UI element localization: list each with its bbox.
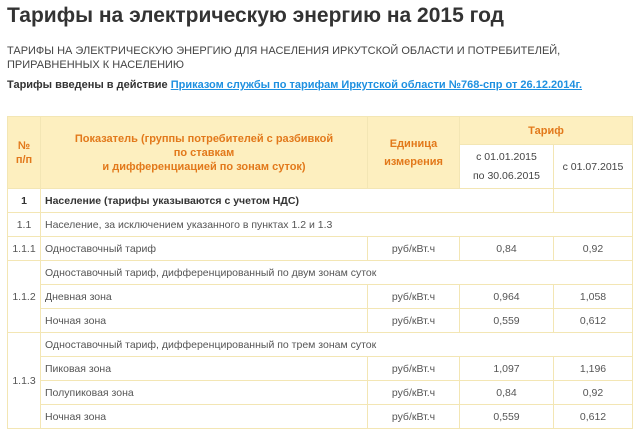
table-row: 1.1 Население, за исключением указанного в пунктах 1.2 и 1.3 — [8, 213, 633, 237]
header-indicator: Показатель (группы потребителей с разбивкой по ставкам и дифференциацией по зонам суток) — [41, 117, 368, 189]
table-row: Ночная зона руб/кВт.ч 0,559 0,612 — [8, 309, 633, 333]
table-row: Пиковая зона руб/кВт.ч 1,097 1,196 — [8, 357, 633, 381]
order-link[interactable]: Приказом службы по тарифам Иркутской области №768-спр от 26.12.2014г. — [170, 79, 583, 91]
header-num: № п/п — [8, 117, 41, 189]
intro-line — [7, 79, 582, 91]
table-row: 1 Население (тарифы указываются с учетом НДС) — [8, 189, 633, 213]
header-period-2: с 01.07.2015 — [554, 145, 633, 189]
page-title: Тарифы на электрическую энергию на 2015 год — [7, 4, 504, 27]
table-row: Ночная зона руб/кВт.ч 0,559 0,612 — [8, 405, 633, 429]
header-unit: Единица измерения — [368, 117, 460, 189]
header-period-1: с 01.01.2015 по 30.06.2015 — [460, 145, 554, 189]
table-row: 1.1.3 Одноставочный тариф, дифференцированный по трем зонам суток — [8, 333, 633, 357]
header-tariff: Тариф — [460, 117, 633, 145]
intro-label: Тарифы введены в действие — [7, 79, 168, 91]
table-row: Полупиковая зона руб/кВт.ч 0,84 0,92 — [8, 381, 633, 405]
table-row: Дневная зона руб/кВт.ч 0,964 1,058 — [8, 285, 633, 309]
table-row: 1.1.2 Одноставочный тариф, дифференцированный по двум зонам суток — [8, 261, 633, 285]
page-subtitle: ТАРИФЫ НА ЭЛЕКТРИЧЕСКУЮ ЭНЕРГИЮ ДЛЯ НАСЕЛЕНИЯ ИРКУТСКОЙ ОБЛАСТИ И ПОТРЕБИТЕЛЕЙ, ПРИРАВНЕННЫХ К НАСЕЛЕНИЮ — [7, 45, 561, 71]
table-row: 1.1.1 Одноставочный тариф руб/кВт.ч 0,84 0,92 — [8, 237, 633, 261]
tariff-table — [7, 116, 633, 429]
